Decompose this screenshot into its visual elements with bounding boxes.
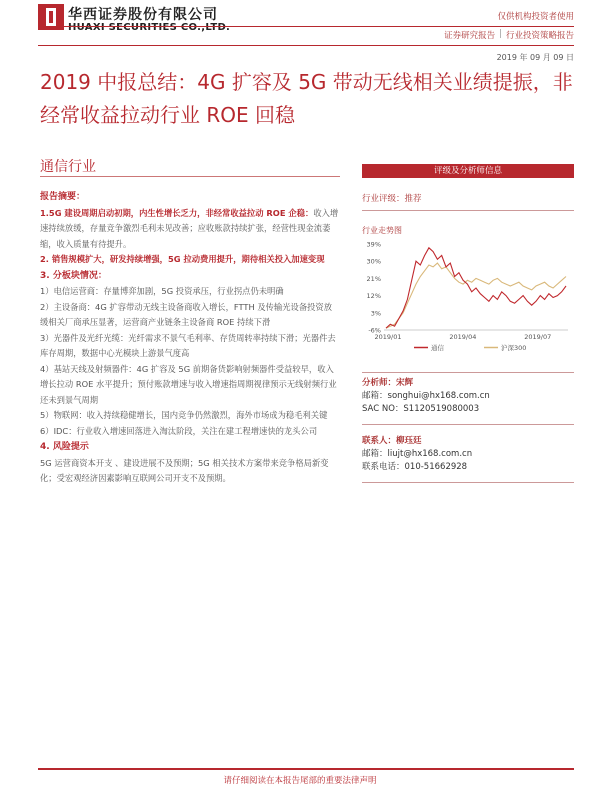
trend-chart-label: 行业走势图 bbox=[362, 226, 402, 235]
summary-item: 6）IDC：行业收入增速回落进入淘汰阶段，关注在建工程增速快的龙头公司 bbox=[40, 425, 318, 436]
y-tick-label: 39% bbox=[366, 240, 381, 249]
x-tick-label: 2019/01 bbox=[374, 333, 402, 341]
rating-label: 行业评级： bbox=[362, 194, 405, 204]
y-tick-label: 12% bbox=[366, 292, 381, 301]
summary-item: 3）光器件及光纤光缆：光纤需求不景气毛利率、存货周转率持续下滑；光器件去库存周期，数据中心光模块上游景气度高 bbox=[40, 332, 336, 358]
summary-item: 4）基站天线及射频器件：4G 扩容及 5G 前期备货影响射频器件受益较早，收入增长拉动 ROE 水平提升；预付账款增速与收入增速指周期视律预示无线射频行业还未到景气周期 bbox=[40, 363, 337, 405]
company-name-cn: 华西证券股份有限公司 bbox=[68, 7, 218, 23]
summary-section-3-heading: 3. 分板块情况： bbox=[40, 270, 107, 281]
sac-number: S1120519080003 bbox=[403, 404, 480, 414]
analyst-email-line bbox=[362, 390, 574, 403]
x-tick-label: 2019/04 bbox=[449, 333, 477, 341]
legend-label: 通信 bbox=[431, 344, 444, 352]
contact-line bbox=[362, 435, 574, 448]
industry-label: 通信行业 bbox=[40, 159, 96, 175]
series-line-telecom bbox=[386, 248, 566, 328]
analyst-sac-line bbox=[362, 403, 574, 416]
report-summary bbox=[40, 190, 340, 487]
company-name-en: HUAXI SECURITIES CO.,LTD. bbox=[68, 22, 231, 33]
tag-strategy-report: 行业投资策略报告 bbox=[505, 31, 574, 41]
panel-divider bbox=[362, 372, 574, 373]
summary-item: 2）主设备商：4G 扩容带动无线主设备商收入增长，FTTH 及传输光设备投资放缓相关厂商承压显著，运营商产业链条主设备商 ROE 持续下滑 bbox=[40, 301, 333, 327]
analyst-email-label: 邮箱： bbox=[362, 391, 388, 401]
analyst-info bbox=[362, 377, 574, 416]
contact-phone-line bbox=[362, 461, 574, 474]
analyst-line bbox=[362, 377, 574, 390]
summary-heading: 报告摘要： bbox=[40, 192, 86, 202]
industry-divider bbox=[40, 176, 340, 177]
contact-role: 联系人： bbox=[362, 436, 397, 446]
rating-value: 推荐 bbox=[404, 194, 422, 204]
legal-notice: 请仔细阅读在本报告尾部的重要法律声明 bbox=[223, 776, 377, 786]
summary-point-1-highlight: 1.5G 建设周期启动初期，内生性增长乏力，非经常收益拉动 ROE 企稳： bbox=[40, 207, 314, 218]
y-tick-label: -6% bbox=[368, 326, 381, 335]
analyst-name: 宋辉 bbox=[396, 378, 414, 388]
panel-divider bbox=[362, 424, 574, 425]
summary-item: 5）物联网：收入持续稳健增长，国内竞争仍然激烈，海外市场成为稳毛利关键 bbox=[40, 410, 328, 420]
contact-phone: 010-51662928 bbox=[404, 462, 468, 472]
summary-risk-text: 5G 运营商资本开支 、建设进展不及预期；5G 相关技术方案带来竞争格局新变化；受宏观经济因素影响互联网公司开支不及预期。 bbox=[40, 457, 329, 483]
analyst-panel bbox=[362, 164, 574, 483]
x-tick-label: 2019/07 bbox=[524, 333, 552, 341]
summary-point-1-text: 收入增速持续放缓，存量竞争激烈毛利未见改善；应收账款持续扩张，经营性现金流萎缩，收入质量有待提升。 bbox=[40, 207, 339, 249]
summary-item: 1）电信运营商：存量博弈加剧，5G 投资承压，行业拐点仍未明确 bbox=[40, 286, 284, 296]
contact-name: 柳珏廷 bbox=[396, 436, 422, 446]
header-divider-2 bbox=[38, 45, 574, 46]
panel-divider bbox=[362, 482, 574, 483]
header-divider bbox=[38, 26, 574, 27]
contact-email-line bbox=[362, 448, 574, 461]
report-date: 2019 年 09 月 09 日 bbox=[496, 53, 574, 62]
panel-header: 评级及分析师信息 bbox=[362, 164, 574, 178]
summary-point-2: 2. 销售规模扩大，研发持续增强，5G 拉动费用提升，期待相关投入加速变现 bbox=[40, 254, 325, 264]
legend-label: 沪深300 bbox=[501, 344, 527, 352]
summary-risk-heading: 4. 风险提示 bbox=[40, 442, 89, 452]
tag-separator: | bbox=[499, 29, 502, 39]
contact-email-label: 邮箱： bbox=[362, 449, 388, 459]
summary-point-1 bbox=[40, 206, 340, 253]
contact-phone-label: 联系电话： bbox=[362, 462, 405, 472]
y-tick-label: 30% bbox=[366, 257, 381, 266]
panel-divider bbox=[362, 210, 574, 211]
contact-info bbox=[362, 435, 574, 474]
analyst-role: 分析师： bbox=[362, 378, 397, 388]
y-tick-label: 3% bbox=[370, 309, 381, 318]
sac-label: SAC NO： bbox=[362, 404, 404, 414]
y-tick-label: 21% bbox=[366, 274, 381, 283]
trend-chart bbox=[362, 238, 574, 358]
footer-divider bbox=[38, 768, 574, 770]
contact-email[interactable]: liujt@hx168.com.cn bbox=[387, 449, 473, 459]
analyst-email[interactable]: songhui@hx168.com.cn bbox=[387, 391, 490, 401]
tag-research-report: 证券研究报告 bbox=[444, 31, 496, 41]
industry-rating bbox=[362, 192, 574, 204]
report-title: 2019 中报总结：4G 扩容及 5G 带动无线相关业绩提振，非经常收益拉动行业 ROE 回稳 bbox=[40, 70, 573, 127]
report-tags bbox=[444, 29, 574, 41]
audience-note: 仅供机构投资者使用 bbox=[497, 12, 574, 22]
